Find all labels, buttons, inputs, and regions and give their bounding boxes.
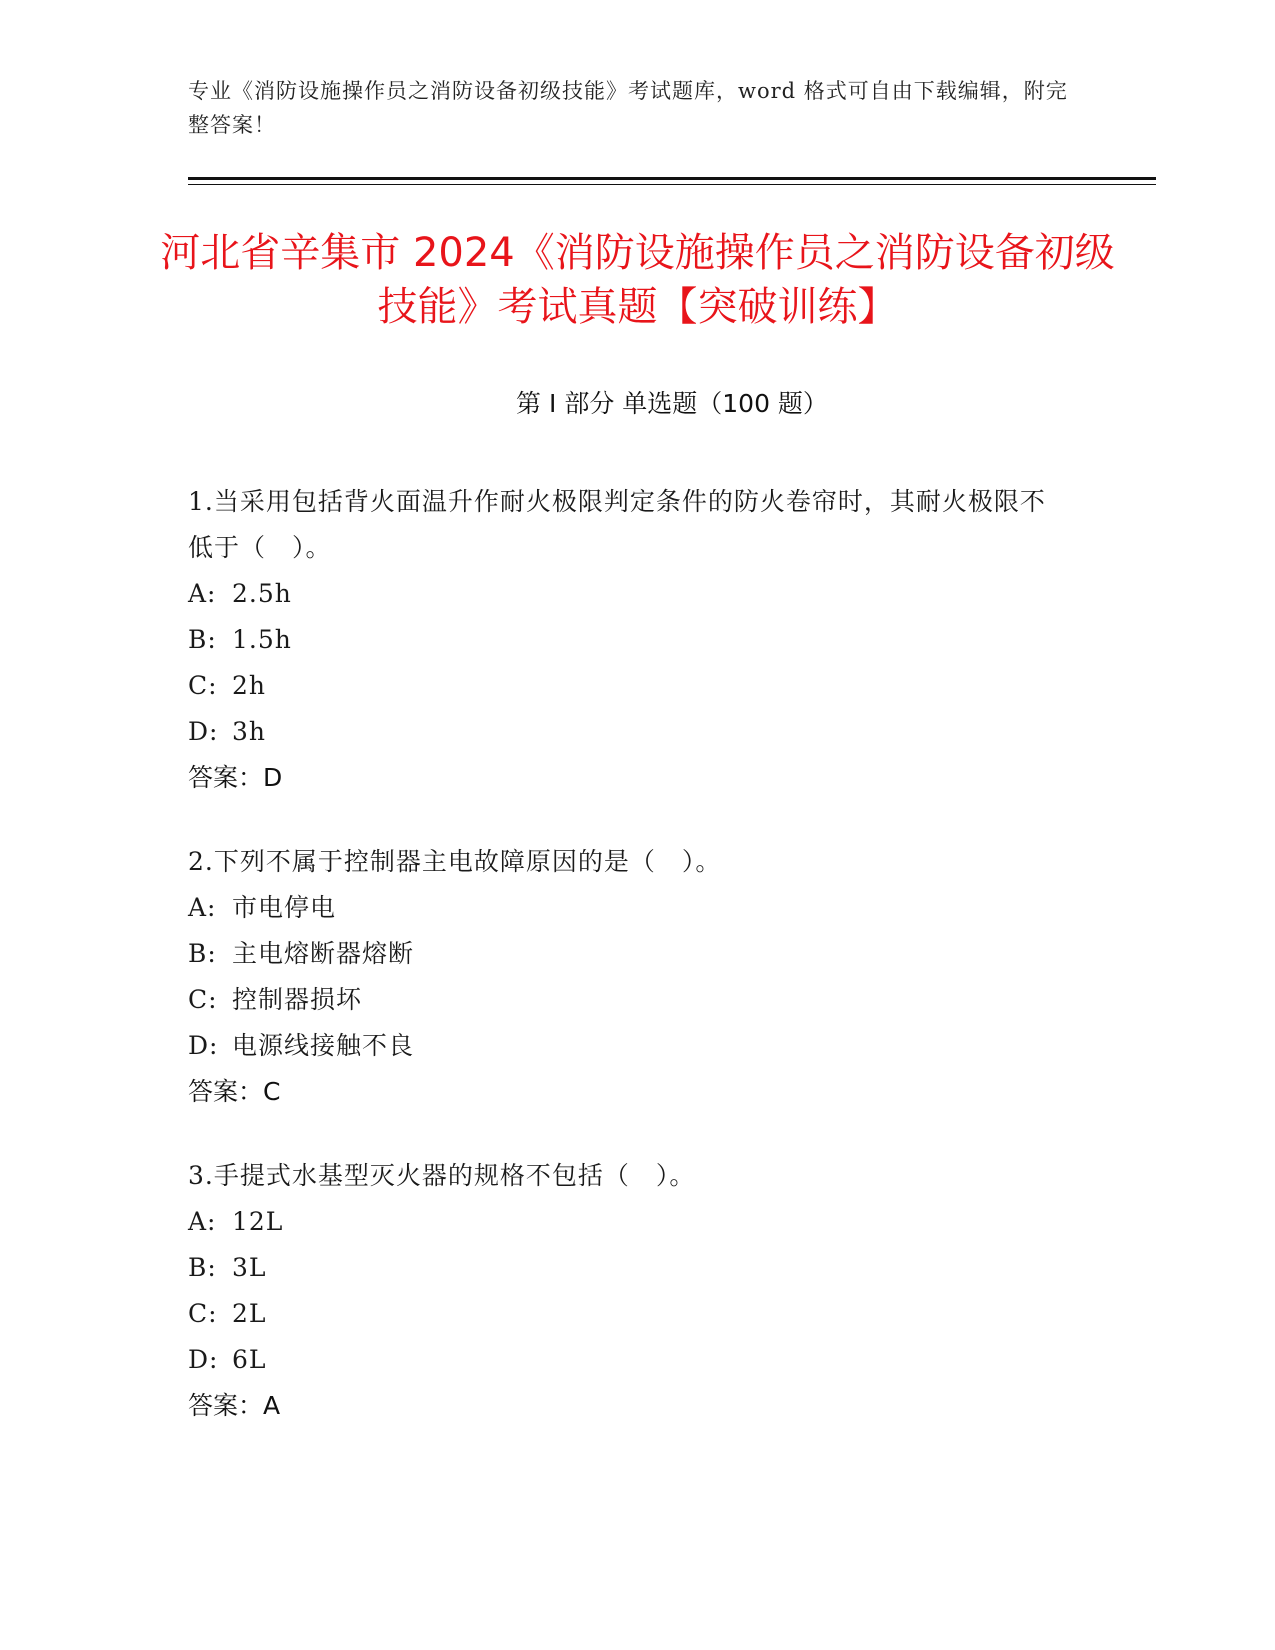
option-letter: C: xyxy=(188,985,218,1014)
option-letter: A: xyxy=(188,579,217,608)
header-divider-thin xyxy=(188,184,1156,185)
question-item xyxy=(188,839,1068,1115)
answer-option xyxy=(188,1337,1068,1383)
answer-option xyxy=(188,709,1068,755)
question-list xyxy=(188,479,1068,1467)
option-letter: D: xyxy=(188,1031,219,1060)
question-stem: 2.下列不属于控制器主电故障原因的是（ ）。 xyxy=(188,847,722,876)
option-letter: B: xyxy=(188,1253,217,1282)
option-text: 3L xyxy=(232,1253,267,1282)
answer-option xyxy=(188,663,1068,709)
option-text: 2L xyxy=(232,1299,267,1328)
answer-option xyxy=(188,571,1068,617)
option-text: 2h xyxy=(232,671,267,700)
answer-option xyxy=(188,617,1068,663)
answer-option xyxy=(188,885,1068,931)
option-letter: B: xyxy=(188,939,217,968)
section-heading: 第 I 部分 单选题（100 题） xyxy=(516,389,828,418)
option-letter: D: xyxy=(188,1345,219,1374)
option-text: 6L xyxy=(232,1345,267,1374)
question-stem: 1.当采用包括背火面温升作耐火极限判定条件的防火卷帘时，其耐火极限不低于（ ）。 xyxy=(188,487,1046,562)
answer-key: 答案：D xyxy=(188,763,283,792)
answer-option xyxy=(188,1023,1068,1069)
question-stem: 3.手提式水基型灭火器的规格不包括（ ）。 xyxy=(188,1161,696,1190)
option-text: 12L xyxy=(232,1207,284,1236)
header-note: 专业《消防设施操作员之消防设备初级技能》考试题库，word 格式可自由下载编辑，附完整答案！ xyxy=(188,79,1068,137)
option-letter: A: xyxy=(188,1207,217,1236)
document-title: 河北省辛集市 2024《消防设施操作员之消防设备初级技能》考试真题【突破训练】 xyxy=(160,230,1115,330)
option-text: 1.5h xyxy=(232,625,292,654)
answer-option xyxy=(188,1199,1068,1245)
option-letter: A: xyxy=(188,893,217,922)
header-divider-thick xyxy=(188,177,1156,180)
option-text: 3h xyxy=(232,717,267,746)
answer-option xyxy=(188,1291,1068,1337)
answer-key: 答案：A xyxy=(188,1391,281,1420)
option-letter: C: xyxy=(188,1299,218,1328)
option-letter: B: xyxy=(188,625,217,654)
option-text: 主电熔断器熔断 xyxy=(232,939,415,968)
question-item xyxy=(188,479,1068,801)
answer-key: 答案：C xyxy=(188,1077,281,1106)
option-letter: C: xyxy=(188,671,218,700)
question-item xyxy=(188,1153,1068,1429)
option-text: 控制器损坏 xyxy=(232,985,363,1014)
answer-option xyxy=(188,977,1068,1023)
answer-option xyxy=(188,1245,1068,1291)
option-text: 市电停电 xyxy=(232,893,337,922)
option-text: 2.5h xyxy=(232,579,292,608)
option-text: 电源线接触不良 xyxy=(232,1031,415,1060)
answer-option xyxy=(188,931,1068,977)
option-letter: D: xyxy=(188,717,219,746)
